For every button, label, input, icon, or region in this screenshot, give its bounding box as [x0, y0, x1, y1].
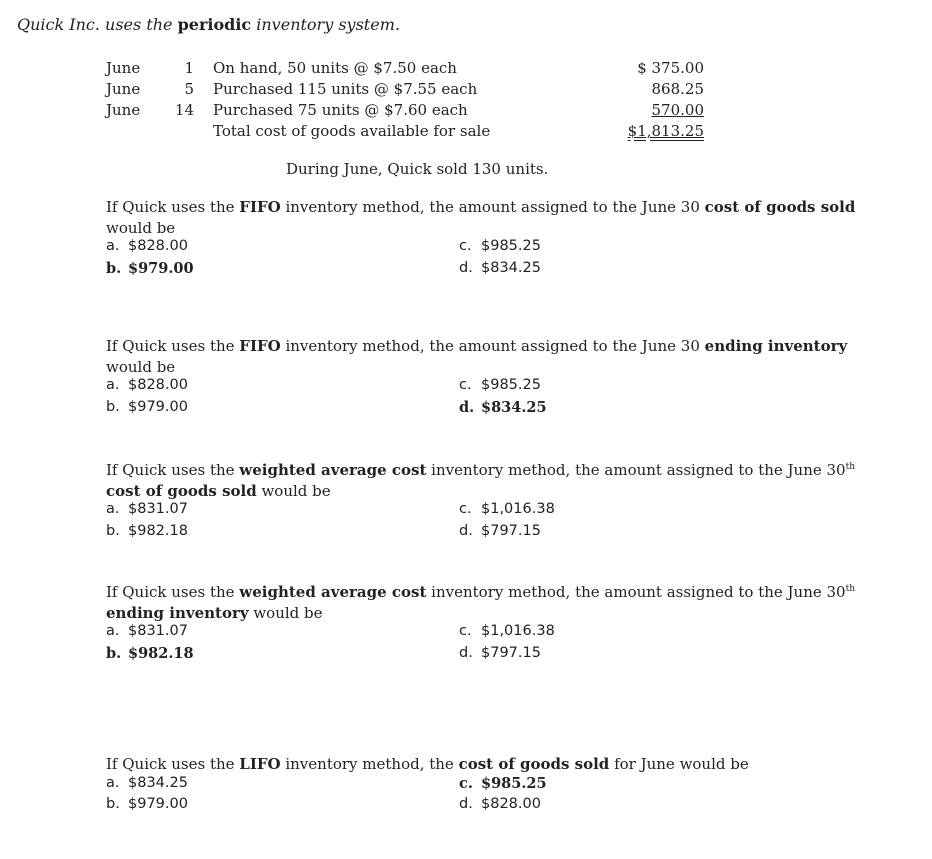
- question-5-option-a: a. $834.25: [106, 775, 188, 791]
- question-5-option-d: d. $828.00: [459, 796, 541, 812]
- total-amount: $1,813.25: [627, 122, 704, 140]
- question-2-option-b: b. $979.00: [106, 399, 188, 415]
- row-1-month: June: [106, 59, 141, 77]
- intro-text: Quick Inc. uses the periodic inventory system.: [17, 15, 400, 34]
- question-3-option-d: d. $797.15: [459, 523, 541, 539]
- question-3-option-b: b. $982.18: [106, 523, 188, 539]
- row-2-day: 5: [184, 80, 194, 98]
- question-4-option-a: a. $831.07: [106, 623, 188, 639]
- question-3-option-a: a. $831.07: [106, 501, 188, 517]
- row-2-month: June: [106, 80, 141, 98]
- question-2-option-c: c. $985.25: [459, 377, 541, 393]
- question-4-option-d: d. $797.15: [459, 645, 541, 661]
- question-5-option-b: b. $979.00: [106, 796, 188, 812]
- question-1-option-c: c. $985.25: [459, 238, 541, 254]
- question-4-option-b: b. $982.18: [106, 645, 194, 662]
- question-3-text: If Quick uses the weighted average cost inventory method, the amount assigned to the June 30th cost of goods sold would be: [106, 461, 856, 500]
- question-1-option-a: a. $828.00: [106, 238, 188, 254]
- row-3-desc: Purchased 75 units @ $7.60 each: [213, 101, 468, 119]
- question-1-option-b: b. $979.00: [106, 260, 194, 277]
- question-3-option-c: c. $1,016.38: [459, 501, 555, 517]
- question-2-option-a: a. $828.00: [106, 377, 188, 393]
- question-1-text: If Quick uses the FIFO inventory method, the amount assigned to the June 30 cost of goods sold would be: [106, 198, 856, 237]
- row-2-amount: 868.25: [651, 80, 704, 98]
- question-2-option-d: d. $834.25: [459, 399, 547, 416]
- question-4-option-c: c. $1,016.38: [459, 623, 555, 639]
- row-3-day: 14: [174, 101, 194, 119]
- question-2-text: If Quick uses the FIFO inventory method, the amount assigned to the June 30 ending inventory would be: [106, 337, 848, 376]
- row-3-month: June: [106, 101, 141, 119]
- question-4-text: If Quick uses the weighted average cost inventory method, the amount assigned to the June 30th ending inventory would be: [106, 583, 856, 622]
- row-1-day: 1: [184, 59, 194, 77]
- row-3-amount: 570.00: [651, 101, 704, 119]
- row-1-amount: $ 375.00: [637, 59, 704, 77]
- question-5-text: If Quick uses the LIFO inventory method, the cost of goods sold for June would be: [106, 755, 749, 773]
- row-1-desc: On hand, 50 units @ $7.50 each: [213, 59, 457, 77]
- row-2-desc: Purchased 115 units @ $7.55 each: [213, 80, 478, 98]
- total-label: Total cost of goods available for sale: [213, 122, 491, 140]
- sold-note: During June, Quick sold 130 units.: [286, 160, 549, 178]
- question-1-option-d: d. $834.25: [459, 260, 541, 276]
- question-5-option-c: c. $985.25: [459, 775, 547, 792]
